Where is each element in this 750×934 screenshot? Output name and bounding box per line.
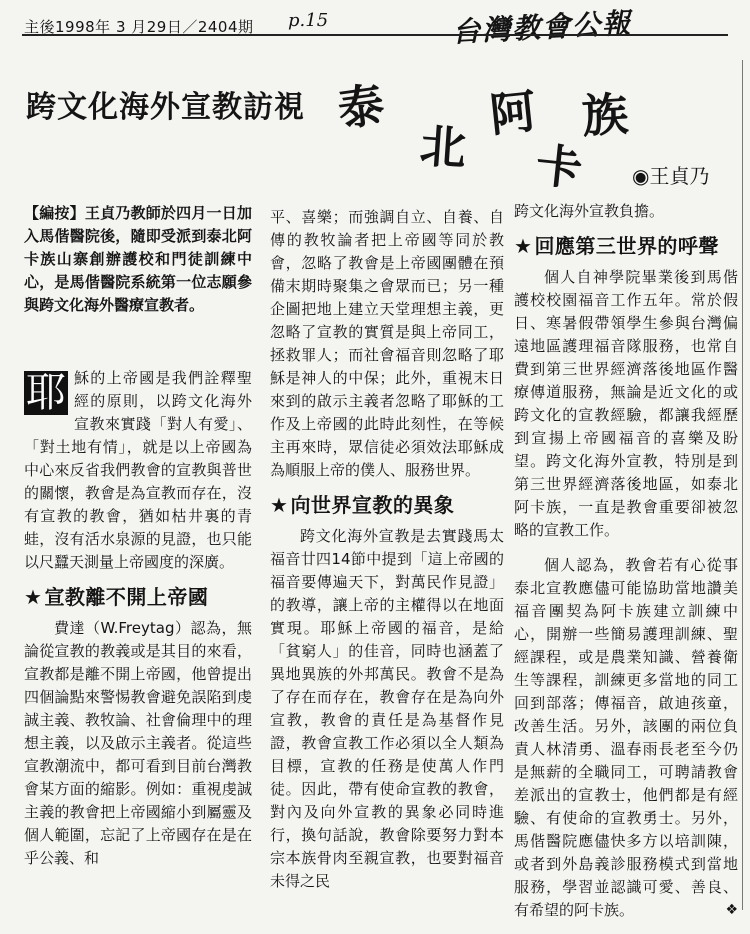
section2-paragraph: 跨文化海外宣教是去實踐馬太福音廿四14節中提到「這上帝國的福音要傳遍天下，對萬民作見證」的教導，讓上帝的主權得以在地面實現。耶穌上帝國的福音，是給「貧窮人」的佳音，同時也涵蓋了異地異族的外邦萬民。教會不是為了存在而存在，教會存在是為向外宣教，教會的責任是為基督作見證，教會宣教工作必須以全人類為目標，宣教的任務是使萬人作門徒。因此，帶有使命宣教的教會，對內及向外宣教的異象必同時進行，換句話說，教會除要努力對本宗本族骨肉至親宣教，也要對福音未得之民 [270,527,504,890]
page-note: p.15 [288,10,329,31]
star-icon: ★ [514,234,533,258]
headline: 跨文化海外宣教訪視 [26,90,305,125]
paper-name: 台灣教會公報 [451,6,633,49]
end-mark-icon: ❖ [725,902,738,918]
section3-paragraph-2 [514,554,738,922]
section3-paragraph-1: 個人自神學院畢業後到馬偕護校校園福音工作五年。常於假日、寒暑假帶領學生參與台灣偏遠地區護理福音隊服務，也常自費到第三世界經濟落後地區作醫療傳道服務，無論是近文化的或跨文化的宣教經驗，都讓我經歷到宣揚上帝國福音的喜樂及盼望。跨文化海外宣教，特別是到第三世界經濟落後地區，如泰北阿卡族，一直是教會重要卻被忽略的宣教工作。 [514,268,738,539]
issue-line: 主後1998年 3 月29日／2404期 [24,18,254,36]
intro-paragraph: 穌的上帝國是我們詮釋聖經的原則，以跨文化海外宣教來實踐「對人有愛」、「對土地有情」，就是以上帝國為中心來反省我們教會的宣教與普世的關懷，教會是為宣教而存在，沒有宣教的教會，猶如枯井裏的青蛙，沒有活水泉源的見證，也只能以尺蠶天測量上帝國度的深廣。 [24,369,252,571]
column-1 [24,202,252,882]
section-heading-1-text: 宣教離不開上帝國 [44,585,209,609]
headline-big-char-4: 卡 [533,137,585,197]
byline: ◉王貞乃 [632,164,710,188]
headline-big-char-5: 族 [580,86,630,144]
headline-big-char-1: 泰 [334,77,388,137]
col2-paragraph: 平、喜樂；而強調自立、自養、自傳的教牧論者把上帝國等同於教會，忽略了教會是上帝國團體在預備末期時聚集之會眾而已；另一種企圖把地上建立天堂理想主義，更忽略了宣教的實質是與上帝同工，拯救罪人；而社會福音則忽略了耶穌是神人的中保；此外，重視末日來到的啟示主義者忽略了耶穌的工作及上帝國的此時此刻性，在等候主再來時，眾信徒必須效法耶穌成為順服上帝的僕人、服務世界。 [270,208,504,479]
headline-big-char-2: 北 [418,118,468,176]
star-icon: ★ [270,493,289,517]
star-icon: ★ [24,585,43,609]
headline-big-char-3: 阿 [487,83,539,143]
header-rule [22,34,728,36]
section-heading-1 [24,586,252,609]
section-heading-3-text: 回應第三世界的呼聲 [534,234,719,258]
intro-block [24,367,252,574]
section1-paragraph: 費達（W.Freytag）認為，無論從宣教的教義或是其目的來看，宣教都是離不開上帝國，他曾提出四個論點來警惕教會避免誤陷到虔誠主義、教牧論、社會倫理中的理想主義，以及啟示主義者。從這些宣教潮流中，都可看到目前台灣教會某方面的縮影。例如：重視虔誠主義的教會把上帝國縮小到屬靈及個人範圍，忘記了上帝國存在是在乎公義、和 [24,619,252,867]
section3-paragraph-2-text: 個人認為，教會若有心從事泰北宣教應儘可能協助當地讚美福音團契為阿卡族建立訓練中心，開辦一些簡易護理訓練、聖經課程，或是農業知識、營養衛生等課程，訓練更多當地的同工回到部落；傳福音，啟迪孩童，改善生活。另外，該團的兩位負責人林清勇、溫春雨長老至今仍是無薪的全職同工，可聘請教會差派出的宣教士，他們都是有經驗、有使命的宣教勇士。另外，馬偕醫院應儘快多方以培訓陳，或者到外島義診服務模式到當地服務，學習並認識可愛、善良、有希望的阿卡族。 [514,556,738,919]
right-edge-rule [742,60,743,910]
dropcap: 耶 [26,370,66,416]
editor-note: 【編按】王貞乃教師於四月一日加入馬偕醫院後，隨即受派到泰北阿卡族山寨創辦護校和門徒訓練中心，是馬偕醫院系統第一位志願參與跨文化海外醫療宣教者。 [24,204,252,314]
column-2 [270,206,504,905]
section-heading-2 [270,494,504,517]
column-3 [514,200,738,934]
col3-lead: 跨文化海外宣教負擔。 [514,202,665,220]
section-heading-2-text: 向世界宣教的異象 [290,493,455,517]
section-heading-3 [514,235,738,258]
